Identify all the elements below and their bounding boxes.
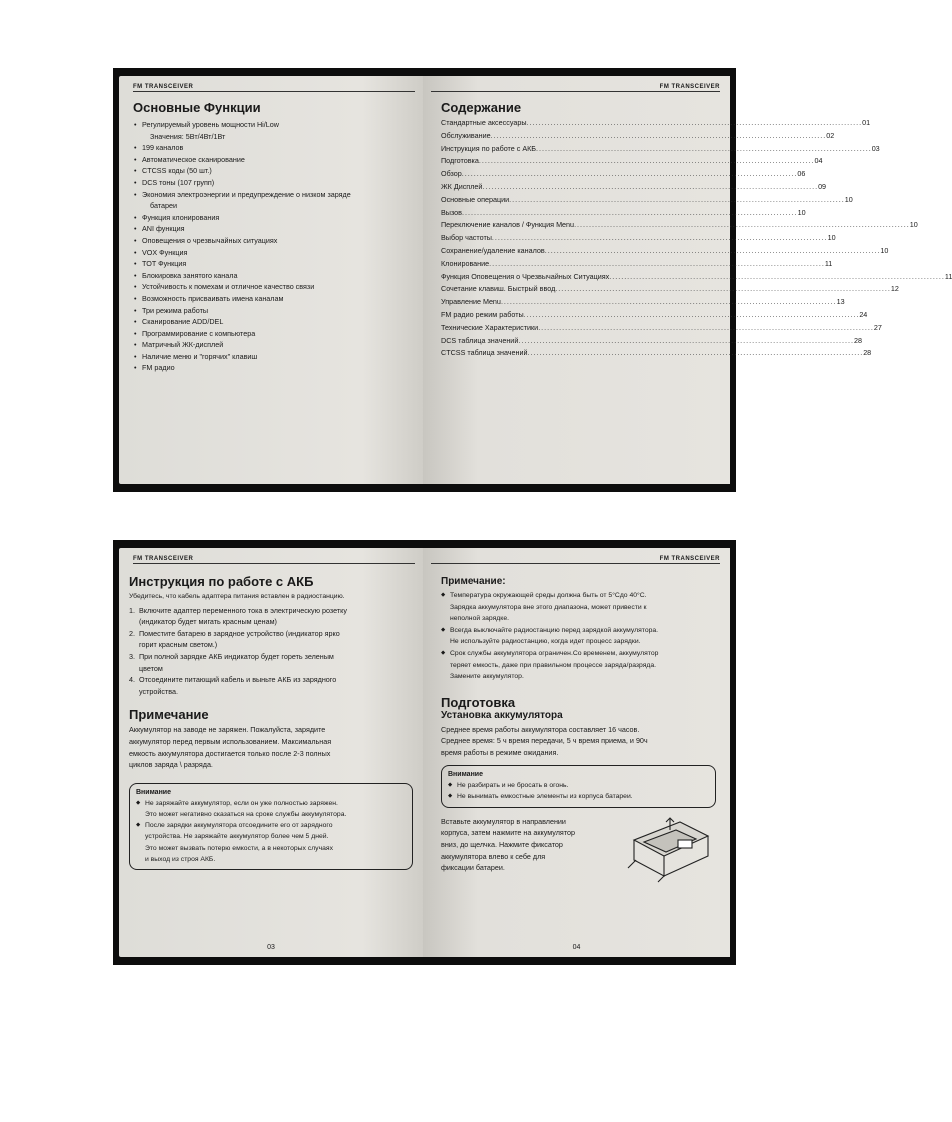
prep-line: Среднее время: 5 ч время передачи, 5 ч время приема, и 90ч bbox=[441, 736, 648, 746]
warning-title: Внимание bbox=[448, 770, 483, 778]
note-line: ◆ Температура окружающей среды должна быть от 5°Сдо 40°С. bbox=[450, 592, 647, 599]
battery-installation-illustration bbox=[624, 810, 716, 884]
step-item bbox=[129, 651, 413, 674]
page-main-functions bbox=[119, 76, 423, 484]
toc-leader-dots: ................................................................................................................ bbox=[461, 169, 798, 179]
warning-line: ◆ Не заряжайте аккумулятор, если он уже полностью заряжен. bbox=[145, 799, 338, 807]
step-line: Включите адаптер переменного тока в электрическую розетку bbox=[139, 605, 348, 615]
feature-item: • 199 каналов bbox=[133, 142, 413, 154]
toc-leader-dots: ................................................................................................................ bbox=[538, 322, 874, 332]
toc-entry bbox=[441, 283, 899, 296]
toc-entry-title: Клонирование bbox=[441, 258, 490, 268]
step-item bbox=[129, 628, 413, 651]
toc-entry bbox=[441, 322, 882, 335]
feature-item: • Функция клонирования bbox=[133, 212, 413, 224]
toc-entry-page: 09 bbox=[818, 181, 827, 191]
feature-item: • Программирование с компьютера bbox=[133, 328, 413, 340]
warning-item: ◆ Не вынимать емкостные элементы из корпуса батареи. bbox=[448, 791, 709, 803]
toc-leader-dots: ................................................................................................................ bbox=[526, 118, 863, 127]
page-header: FM TRANSCEIVER bbox=[133, 84, 415, 92]
toc-entry-page: 10 bbox=[844, 194, 853, 204]
step-number: 1. bbox=[129, 605, 135, 615]
toc-entry-page: 10 bbox=[880, 245, 889, 255]
warning-box bbox=[441, 765, 716, 808]
prep-subtitle: Установка аккумулятора bbox=[441, 709, 563, 721]
feature-item: • Сканирование ADD/DEL bbox=[133, 316, 413, 328]
toc-entry-title: Функция Оповещения о Чрезвычайных Ситуациях bbox=[441, 271, 610, 281]
toc-entry bbox=[441, 207, 806, 220]
note-item bbox=[441, 625, 716, 648]
toc-entry-page: 10 bbox=[827, 233, 836, 243]
feature-item: • CTCSS коды (50 шт.) bbox=[133, 165, 413, 177]
notes-list bbox=[441, 590, 716, 683]
toc-entry bbox=[441, 232, 836, 245]
page-preparation bbox=[423, 548, 730, 957]
feature-item: • Оповещения о чрезвычайных ситуациях bbox=[133, 235, 413, 247]
toc-entry bbox=[441, 117, 871, 130]
page-header: FM TRANSCEIVER bbox=[133, 556, 415, 564]
warning-line: Это может негативно сказаться на сроке службы аккумулятора. bbox=[145, 810, 347, 818]
step-item bbox=[129, 605, 413, 628]
feature-item: • ANI функция bbox=[133, 223, 413, 235]
toc-entry bbox=[441, 347, 872, 360]
page-header: FM TRANSCEIVER bbox=[431, 84, 720, 92]
step-line: горит красным светом.) bbox=[139, 640, 218, 650]
toc-entry-title: ЖК Дисплей bbox=[441, 181, 483, 191]
toc-entry-title: Переключение каналов / Функция Menu bbox=[441, 220, 575, 230]
toc-leader-dots: ................................................................................................................ bbox=[478, 156, 815, 166]
install-line: корпуса, затем нажмите на аккумулятор bbox=[441, 828, 576, 838]
toc-entry bbox=[441, 219, 918, 232]
toc-leader-dots: ................................................................................................................ bbox=[518, 335, 854, 345]
toc-leader-dots: ................................................................................................................ bbox=[555, 284, 891, 294]
toc-leader-dots: ................................................................................................................ bbox=[544, 245, 881, 255]
install-line: Вставьте аккумулятор в направлении bbox=[441, 816, 566, 826]
feature-item: • Экономия электроэнергии и предупреждение о низком заряде bbox=[133, 189, 413, 201]
feature-item: • Устойчивость к помехам и отличное качество связи bbox=[133, 281, 413, 293]
step-number: 3. bbox=[129, 651, 135, 661]
toc-entry bbox=[441, 309, 868, 322]
step-item bbox=[129, 674, 413, 697]
page-battery-instructions bbox=[119, 548, 423, 957]
toc-entry-title: Сочетание клавиш. Быстрый ввод bbox=[441, 284, 556, 294]
step-line: устройства. bbox=[139, 686, 179, 696]
toc-entry bbox=[441, 245, 889, 258]
intro-text: Убедитесь, что кабель адаптера питания вставлен в радиостанцию. bbox=[129, 593, 345, 600]
prep-text bbox=[441, 724, 716, 759]
toc-entry-page: 11 bbox=[824, 258, 833, 268]
step-number: 2. bbox=[129, 628, 135, 638]
toc-entry-page: 28 bbox=[854, 335, 862, 345]
toc-entry-page: 03 bbox=[871, 143, 880, 153]
toc-entry-page: 04 bbox=[814, 156, 823, 166]
note-line: ◆ Всегда выключайте радиостанцию перед зарядкой аккумулятора. bbox=[450, 626, 659, 634]
note-item bbox=[441, 648, 716, 683]
warning-list bbox=[136, 798, 406, 865]
step-line: Поместите батарею в зарядное устройство (индикатор ярко bbox=[139, 628, 340, 638]
warning-item: ◆ Не разбирать и не бросать в огонь. bbox=[448, 780, 709, 792]
warning-box bbox=[129, 783, 413, 870]
note-line: емкость аккумулятора достигается только после 2-3 полных bbox=[129, 748, 331, 758]
toc-leader-dots: ................................................................................................................ bbox=[609, 271, 945, 281]
toc-entry-page: 13 bbox=[836, 297, 845, 307]
feature-item: • Блокировка занятого канала bbox=[133, 270, 413, 282]
note-title: Примечание: bbox=[441, 576, 506, 587]
feature-item: • Наличие меню и "горячих" клавиш bbox=[133, 351, 413, 363]
install-line: аккумулятора влево к себе для bbox=[441, 851, 546, 861]
step-line: цветом bbox=[139, 663, 163, 673]
toc-entry-page: 10 bbox=[797, 207, 806, 217]
toc-entry bbox=[441, 271, 952, 284]
toc-entry-title: Технические Характеристики bbox=[441, 322, 539, 332]
note-item bbox=[441, 590, 716, 625]
toc-entry-title: Инструкция по работе с АКБ bbox=[441, 143, 537, 153]
note-line: Зарядка аккумулятора вне этого диапазона, может привести к bbox=[450, 603, 647, 611]
toc-leader-dots: ................................................................................................................ bbox=[536, 143, 872, 153]
page-contents bbox=[423, 76, 952, 484]
note-line: аккумулятор перед первым использованием. Максимальная bbox=[129, 736, 332, 746]
note-line: теряет емкость, даже при правильном процессе заряда/разряда. bbox=[450, 661, 657, 669]
feature-item: • Автоматическое сканирование bbox=[133, 154, 413, 166]
note-title: Примечание bbox=[129, 707, 209, 723]
step-line: (индикатор будет мигать красным ценам) bbox=[139, 617, 277, 627]
feature-item: • Матричный ЖК-дисплей bbox=[133, 339, 413, 351]
toc-entry-title: Управление Menu bbox=[441, 297, 501, 307]
toc-entry-title: Обслуживание bbox=[441, 130, 491, 140]
steps-list bbox=[129, 605, 413, 698]
toc-entry bbox=[441, 335, 862, 348]
toc-entry bbox=[441, 258, 833, 271]
toc-entry-title: Подготовка bbox=[441, 156, 479, 166]
note-line: неполной зарядке. bbox=[450, 615, 509, 623]
toc-entry-title: DCS таблица значений bbox=[441, 335, 519, 345]
warning-line: Это может вызвать потерю емкости, а в некоторых случаях bbox=[145, 844, 333, 852]
warning-item bbox=[136, 820, 406, 865]
toc-entry bbox=[441, 155, 823, 168]
toc-entry-title: Стандартные аксессуары bbox=[441, 118, 527, 127]
page-header: FM TRANSCEIVER bbox=[431, 556, 720, 564]
toc-leader-dots: ................................................................................................................ bbox=[462, 207, 798, 217]
toc-entry-title: Основные операции bbox=[441, 194, 510, 204]
toc-entry-title: Обзор bbox=[441, 169, 462, 179]
install-line: фиксации батареи. bbox=[441, 863, 505, 873]
page-title: Инструкция по работе с АКБ bbox=[129, 574, 314, 589]
toc-entry-page: 11 bbox=[944, 271, 952, 281]
note-line: Аккумулятор на заводе не заряжен. Пожалуйста, зарядите bbox=[129, 725, 326, 735]
warning-title: Внимание bbox=[136, 788, 171, 796]
toc-leader-dots: ................................................................................................................ bbox=[527, 348, 864, 358]
toc-entry-page: 28 bbox=[863, 348, 872, 358]
note-text bbox=[129, 724, 413, 770]
feature-item: • Возможность присваивать имена каналам bbox=[133, 293, 413, 305]
step-number: 4. bbox=[129, 675, 135, 685]
feature-list bbox=[133, 119, 413, 374]
toc-entry bbox=[441, 296, 845, 309]
toc-entry bbox=[441, 194, 853, 207]
toc-entry-page: 10 bbox=[909, 220, 918, 230]
feature-item: • TOT Функция bbox=[133, 258, 413, 270]
prep-line: время работы в режиме ожидания. bbox=[441, 747, 559, 757]
toc-leader-dots: ................................................................................................................ bbox=[482, 181, 819, 191]
toc-entry bbox=[441, 168, 806, 181]
toc-entry bbox=[441, 143, 880, 156]
toc-entry-title: Выбор частоты bbox=[441, 233, 492, 243]
toc-entry-title: FM радио режим работы bbox=[441, 309, 524, 319]
toc-entry bbox=[441, 130, 835, 143]
toc-leader-dots: ................................................................................................................ bbox=[491, 233, 828, 243]
toc-leader-dots: ................................................................................................................ bbox=[574, 220, 910, 230]
warning-line: и выход из строя АКБ. bbox=[145, 855, 216, 863]
prep-title: Подготовка bbox=[441, 694, 516, 710]
page-number: 04 bbox=[572, 944, 581, 951]
warning-item bbox=[136, 798, 406, 820]
note-line: Не используйте радиостанцию, когда идет процесс зарядки. bbox=[450, 638, 641, 646]
install-line: вниз, до щелчка. Нажмите фиксатор bbox=[441, 839, 563, 849]
scan-top-spread bbox=[113, 68, 952, 492]
toc-entry-page: 01 bbox=[862, 118, 871, 127]
feature-item: • DCS тоны (107 групп) bbox=[133, 177, 413, 189]
note-line: ◆ Срок службы аккумулятора ограничен.Со временем, аккумулятор bbox=[450, 649, 659, 657]
note-line: Замените аккумулятор. bbox=[450, 673, 524, 681]
prep-line: Среднее время работы аккумулятора составляет 16 часов. bbox=[441, 724, 640, 734]
toc-leader-dots: ................................................................................................................ bbox=[509, 194, 845, 204]
step-line: Отсоедините питающий кабель и выньте АКБ из зарядного bbox=[139, 675, 337, 685]
table-of-contents bbox=[441, 117, 952, 360]
toc-entry-page: 24 bbox=[859, 309, 868, 319]
toc-entry-page: 06 bbox=[797, 169, 806, 179]
warning-line: устройства. Не заряжайте аккумулятор более чем 5 дней. bbox=[145, 833, 329, 841]
contents-title: Содержание bbox=[441, 100, 522, 115]
toc-entry-title: Вызов bbox=[441, 207, 462, 217]
step-line: При полной зарядке АКБ индикатор будет гореть зеленым bbox=[139, 651, 334, 661]
feature-item: • VOX Функция bbox=[133, 247, 413, 259]
toc-leader-dots: ................................................................................................................ bbox=[490, 130, 827, 140]
feature-item: • FM радио bbox=[133, 362, 413, 374]
toc-entry-title: CTCSS таблица значений bbox=[441, 348, 528, 358]
page-number: 03 bbox=[267, 944, 275, 951]
feature-item: Значения: 5Вт/4Вт/1Вт bbox=[150, 131, 226, 141]
feature-item: • Три режима работы bbox=[133, 305, 413, 317]
feature-item: • Регулируемый уровень мощности Hi/Low bbox=[133, 119, 413, 131]
note-line: циклов заряда \ разряда. bbox=[129, 760, 213, 770]
page-title: Основные Функции bbox=[133, 100, 261, 115]
toc-entry-page: 12 bbox=[890, 284, 899, 294]
warning-line: ◆ После зарядки аккумулятора отсоедините его от зарядного bbox=[145, 822, 333, 830]
toc-entry-title: Сохранение/удаление каналов bbox=[441, 245, 545, 255]
toc-leader-dots: ................................................................................................................ bbox=[500, 297, 837, 307]
warning-list bbox=[448, 780, 709, 803]
toc-entry-page: 27 bbox=[873, 322, 882, 332]
toc-entry bbox=[441, 181, 827, 194]
scan-bottom-spread bbox=[113, 540, 736, 965]
toc-leader-dots: ................................................................................................................ bbox=[523, 309, 860, 319]
toc-entry-page: 02 bbox=[826, 130, 835, 140]
toc-leader-dots: ................................................................................................................ bbox=[489, 258, 825, 268]
feature-item: батареи bbox=[150, 201, 178, 211]
